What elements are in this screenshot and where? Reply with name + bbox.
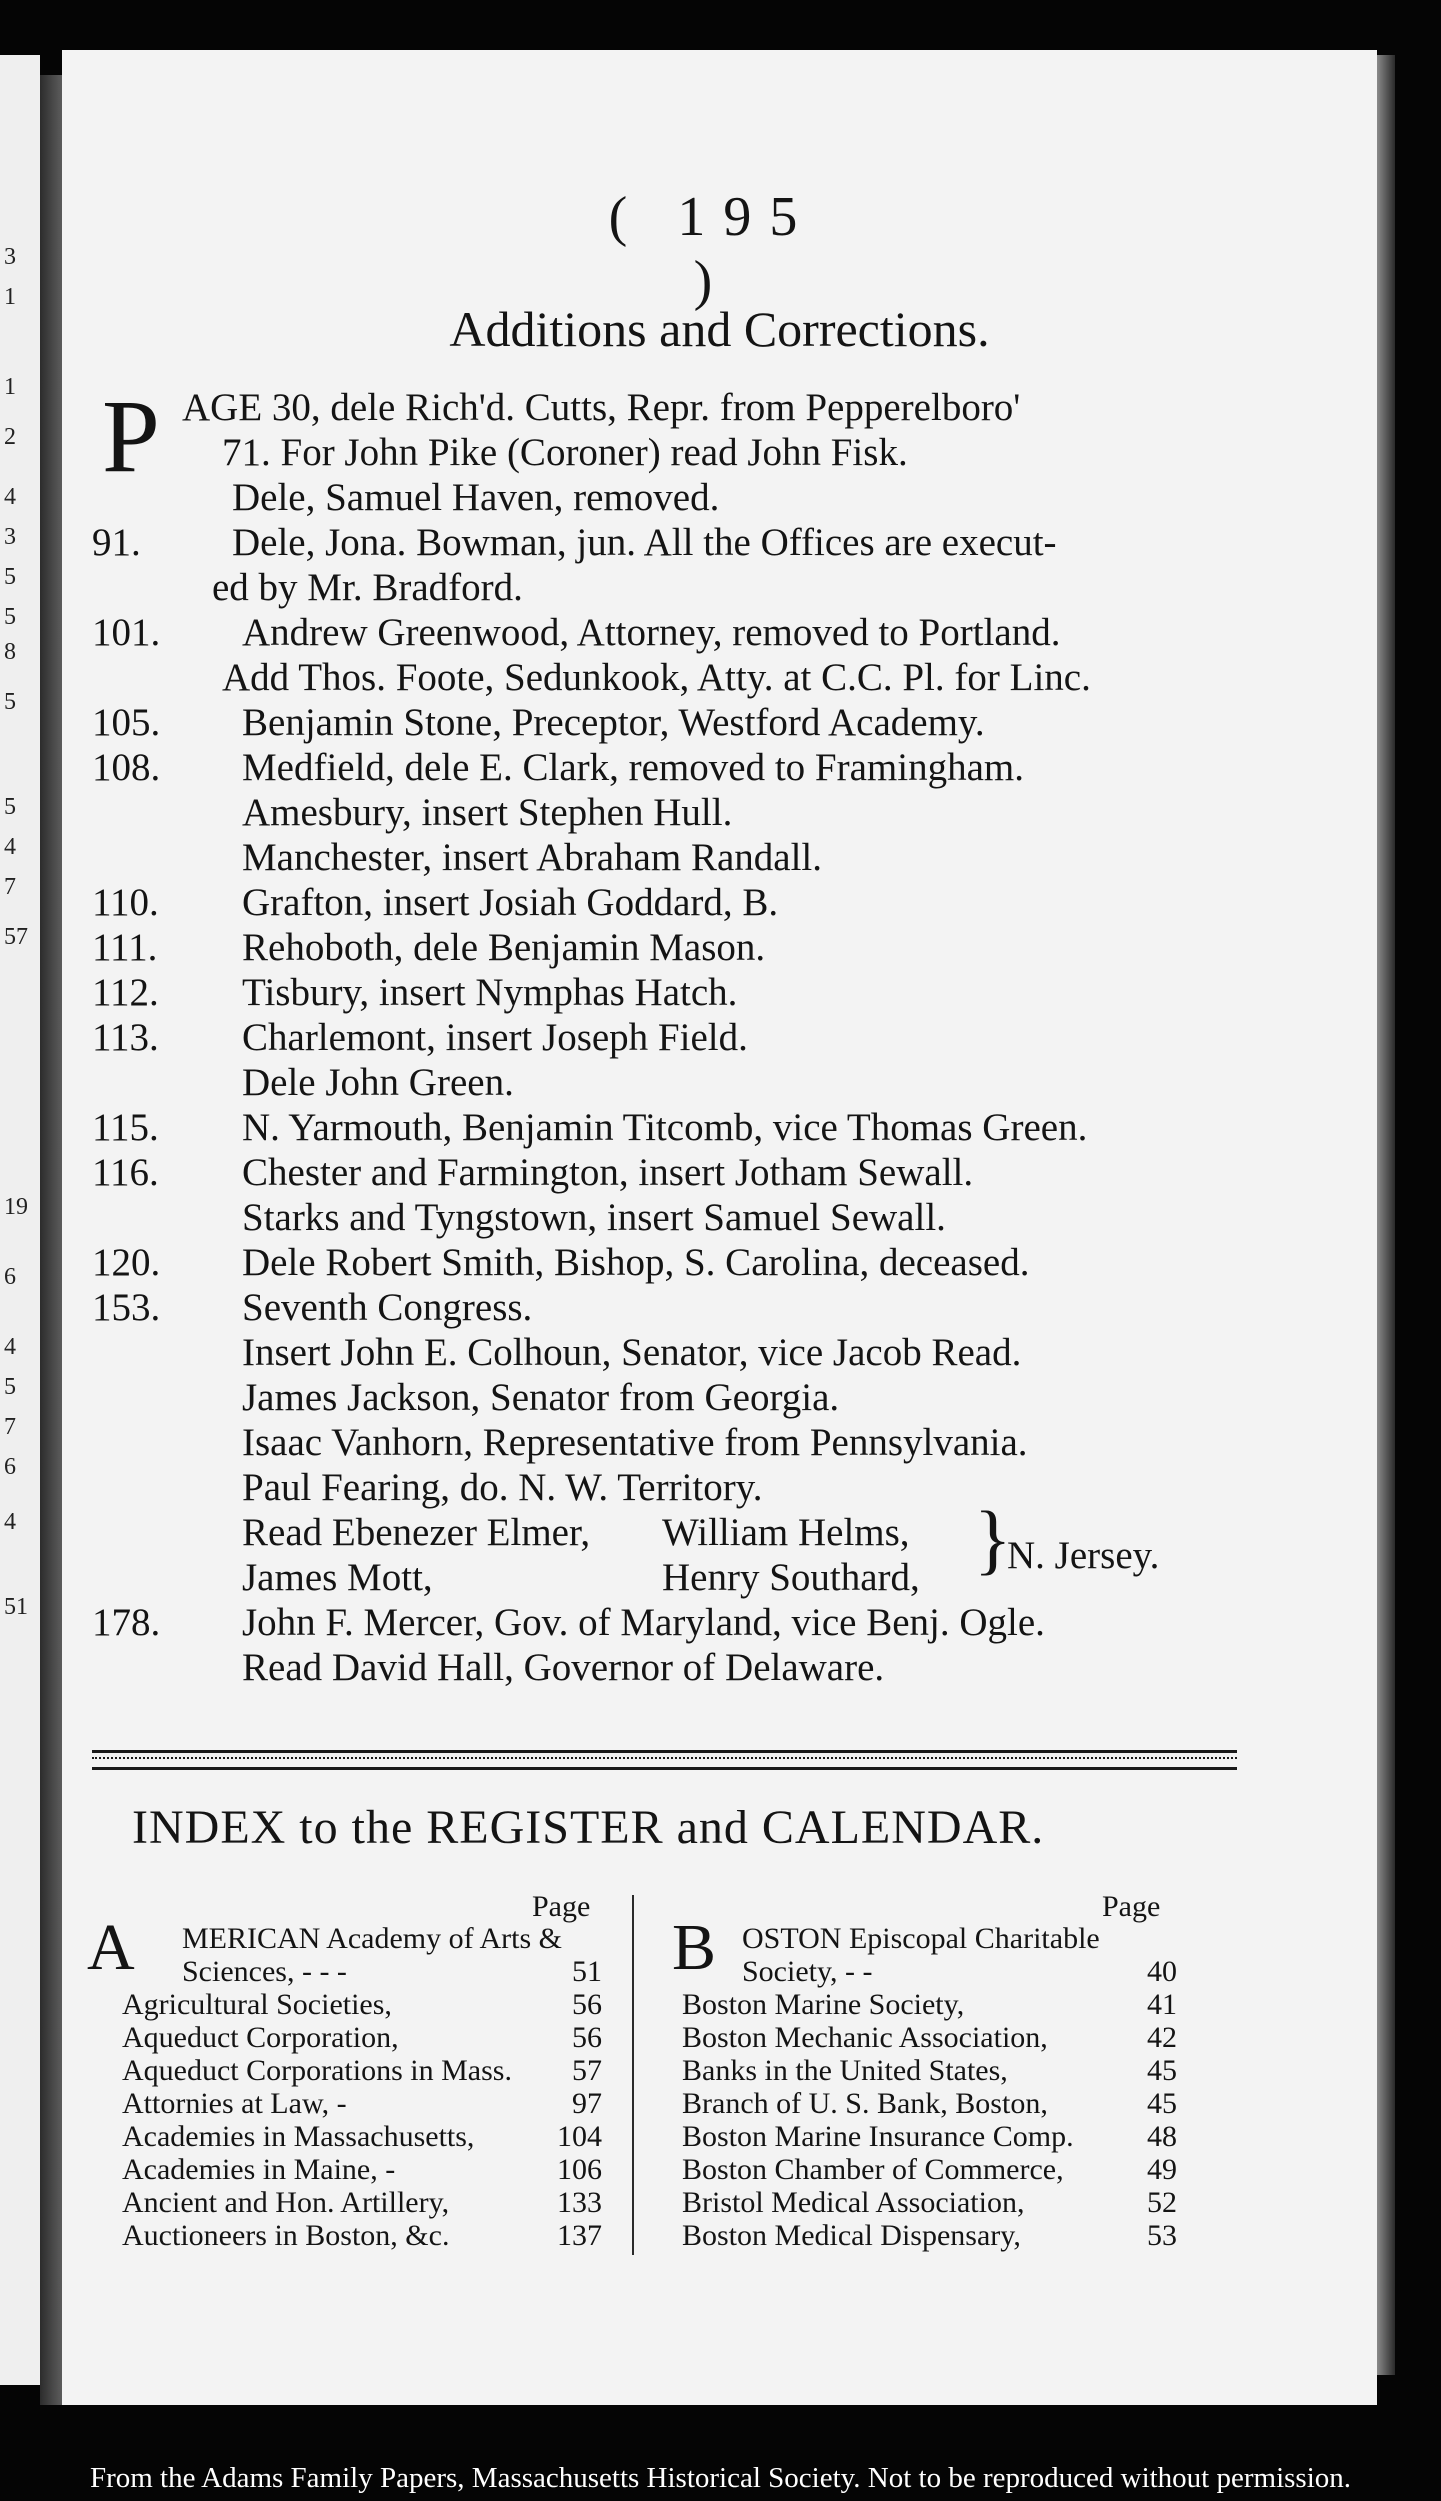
- correction-text: Amesbury, insert Stephen Hull.: [242, 791, 733, 834]
- correction-text: Medfield, dele E. Clark, removed to Framingham.: [242, 746, 1024, 789]
- correction-text: Isaac Vanhorn, Representative from Pennsylvania.: [242, 1421, 1028, 1464]
- correction-text: AGE 30, dele Rich'd. Cutts, Repr. from Pepperelboro': [182, 386, 1021, 429]
- margin-digit: 7: [4, 1414, 16, 1440]
- correction-page-ref: 110.: [92, 881, 159, 924]
- index-entry-name: Academies in Maine, -: [122, 2153, 396, 2186]
- index-entry-name: Attornies at Law, -: [122, 2087, 347, 2120]
- correction-text: Grafton, insert Josiah Goddard, B.: [242, 881, 779, 924]
- index-title: INDEX to the REGISTER and CALENDAR.: [132, 1801, 1045, 1854]
- correction-page-ref: 112.: [92, 971, 159, 1014]
- correction-page-ref: 178.: [92, 1601, 161, 1644]
- ornamental-rule: [92, 1750, 1237, 1770]
- brace: }: [974, 1495, 1012, 1582]
- index-drop-cap: B: [672, 1911, 717, 1984]
- margin-digit: 7: [4, 874, 16, 900]
- correction-text: Read David Hall, Governor of Delaware.: [242, 1646, 885, 1689]
- correction-text: Starks and Tyngstown, insert Samuel Sewall.: [242, 1196, 946, 1239]
- margin-digit: 3: [4, 524, 16, 550]
- column-divider: [632, 1895, 634, 2255]
- correction-text: Andrew Greenwood, Attorney, removed to Portland.: [242, 611, 1061, 654]
- index-entry-name: OSTON Episcopal Charitable: [742, 1922, 1100, 1955]
- margin-digit: 5: [4, 1374, 16, 1400]
- margin-digit: 57: [4, 924, 28, 950]
- corrections-heading: Additions and Corrections.: [449, 301, 990, 357]
- margin-digit: 4: [4, 484, 16, 510]
- index-entry-page: 45: [1147, 2054, 1177, 2087]
- correction-text: Charlemont, insert Joseph Field.: [242, 1016, 748, 1059]
- correction-text: Manchester, insert Abraham Randall.: [242, 836, 823, 879]
- index-entry-page: 97: [572, 2087, 602, 2120]
- correction-text: Seventh Congress.: [242, 1286, 533, 1329]
- margin-digit: 19: [4, 1194, 28, 1220]
- correction-text: Insert John E. Colhoun, Senator, vice Jacob Read.: [242, 1331, 1022, 1374]
- correction-page-ref: 116.: [92, 1151, 159, 1194]
- correction-text: James Jackson, Senator from Georgia.: [242, 1376, 840, 1419]
- index-entry-page: 53: [1147, 2219, 1177, 2252]
- index-entry-page: 137: [557, 2219, 602, 2252]
- correction-text: Chester and Farmington, insert Jotham Sewall.: [242, 1151, 974, 1194]
- correction-text: Dele, Jona. Bowman, jun. All the Offices are execut-: [232, 521, 1057, 564]
- correction-page-ref: 108.: [92, 746, 161, 789]
- index-entry-page: 133: [557, 2186, 602, 2219]
- nj-representative: William Helms,: [662, 1511, 910, 1554]
- correction-text: Tisbury, insert Nymphas Hatch.: [242, 971, 738, 1014]
- index-entry-page: 104: [557, 2120, 602, 2153]
- index-entry-page: 106: [557, 2153, 602, 2186]
- index-entry-name: Agricultural Societies,: [122, 1988, 392, 2021]
- index-entry-page: 51: [572, 1955, 602, 1988]
- nj-label: N. Jersey.: [1007, 1534, 1160, 1577]
- index-entry-page: 56: [572, 1988, 602, 2021]
- index-entry-page: 40: [1147, 1955, 1177, 1988]
- index-entry-name: Banks in the United States,: [682, 2054, 1008, 2087]
- index-entry-name: Sciences, - - -: [182, 1955, 347, 1988]
- index-entry-name: Society, - -: [742, 1955, 873, 1988]
- margin-digit: 3: [4, 244, 16, 270]
- correction-text: Read Ebenezer Elmer,: [242, 1511, 591, 1554]
- index-entry-name: Boston Medical Dispensary,: [682, 2219, 1021, 2252]
- index-drop-cap: A: [87, 1911, 135, 1984]
- margin-digit: 5: [4, 604, 16, 630]
- margin-digit: 51: [4, 1594, 28, 1620]
- index-entry-name: Branch of U. S. Bank, Boston,: [682, 2087, 1048, 2120]
- margin-digit: 4: [4, 1509, 16, 1535]
- margin-digit: 5: [4, 564, 16, 590]
- correction-page-ref: 153.: [92, 1286, 161, 1329]
- correction-text: Rehoboth, dele Benjamin Mason.: [242, 926, 766, 969]
- margin-digit: 2: [4, 424, 16, 450]
- correction-page-ref: 120.: [92, 1241, 161, 1284]
- index-entry-name: Boston Chamber of Commerce,: [682, 2153, 1064, 2186]
- correction-page-ref: 91.: [92, 521, 141, 564]
- margin-digit: 5: [4, 689, 16, 715]
- correction-text: John F. Mercer, Gov. of Maryland, vice Benj. Ogle.: [242, 1601, 1045, 1644]
- index-page-heading: Page: [532, 1890, 591, 1923]
- correction-text: Dele John Green.: [242, 1061, 514, 1104]
- index-entry-name: Aqueduct Corporations in Mass.: [122, 2054, 512, 2087]
- page-text: [62, 50, 1377, 2405]
- index-entry-page: 49: [1147, 2153, 1177, 2186]
- correction-text: Benjamin Stone, Preceptor, Westford Academy.: [242, 701, 985, 744]
- correction-page-ref: 105.: [92, 701, 161, 744]
- index-entry-name: Boston Mechanic Association,: [682, 2021, 1048, 2054]
- correction-text: ed by Mr. Bradford.: [212, 566, 523, 609]
- index-entry-name: Aqueduct Corporation,: [122, 2021, 399, 2054]
- index-entry-name: Ancient and Hon. Artillery,: [122, 2186, 450, 2219]
- index-entry-name: Boston Marine Insurance Comp.: [682, 2120, 1074, 2153]
- index-entry-name: Academies in Massachusetts,: [122, 2120, 475, 2153]
- margin-digit: 6: [4, 1264, 16, 1290]
- index-entry-name: Bristol Medical Association,: [682, 2186, 1025, 2219]
- correction-text: Dele Robert Smith, Bishop, S. Carolina, deceased.: [242, 1241, 1030, 1284]
- margin-digit: 4: [4, 834, 16, 860]
- correction-text: Add Thos. Foote, Sedunkook, Atty. at C.C. Pl. for Linc.: [222, 656, 1091, 699]
- index-entry-page: 48: [1147, 2120, 1177, 2153]
- margin-digit: 1: [4, 374, 16, 400]
- margin-digit: 5: [4, 794, 16, 820]
- index-entry-page: 45: [1147, 2087, 1177, 2120]
- index-page-heading: Page: [1102, 1890, 1161, 1923]
- correction-text: Dele, Samuel Haven, removed.: [232, 476, 720, 519]
- index-entry-page: 57: [572, 2054, 602, 2087]
- copyright-footer: From the Adams Family Papers, Massachusetts Historical Society. Not to be reproduced without permission.: [89, 2462, 1352, 2494]
- index-entry-name: MERICAN Academy of Arts &: [182, 1922, 562, 1955]
- correction-page-ref: 111.: [92, 926, 158, 969]
- correction-page-ref: 113.: [92, 1016, 159, 1059]
- index-entry-page: 52: [1147, 2186, 1177, 2219]
- correction-text: Paul Fearing, do. N. W. Territory.: [242, 1466, 763, 1509]
- margin-digit: 1: [4, 284, 16, 310]
- book-page: [62, 50, 1377, 2405]
- index-entry-name: Boston Marine Society,: [682, 1988, 965, 2021]
- index-entry-page: 42: [1147, 2021, 1177, 2054]
- drop-cap: P: [102, 379, 160, 494]
- margin-digit: 4: [4, 1334, 16, 1360]
- right-page-edge: [1377, 55, 1395, 2375]
- index-entry-page: 56: [572, 2021, 602, 2054]
- margin-digit: 8: [4, 639, 16, 665]
- correction-text: 71. For John Pike (Coroner) read John Fisk.: [222, 431, 908, 474]
- correction-text: N. Yarmouth, Benjamin Titcomb, vice Thomas Green.: [242, 1106, 1088, 1149]
- page-number: ( 195 ): [608, 186, 816, 312]
- nj-representative: Henry Southard,: [662, 1556, 920, 1599]
- index-entry-page: 41: [1147, 1988, 1177, 2021]
- correction-text: James Mott,: [242, 1556, 433, 1599]
- correction-page-ref: 101.: [92, 611, 161, 654]
- correction-page-ref: 115.: [92, 1106, 159, 1149]
- margin-digit: 6: [4, 1454, 16, 1480]
- index-entry-name: Auctioneers in Boston, &c.: [122, 2219, 450, 2252]
